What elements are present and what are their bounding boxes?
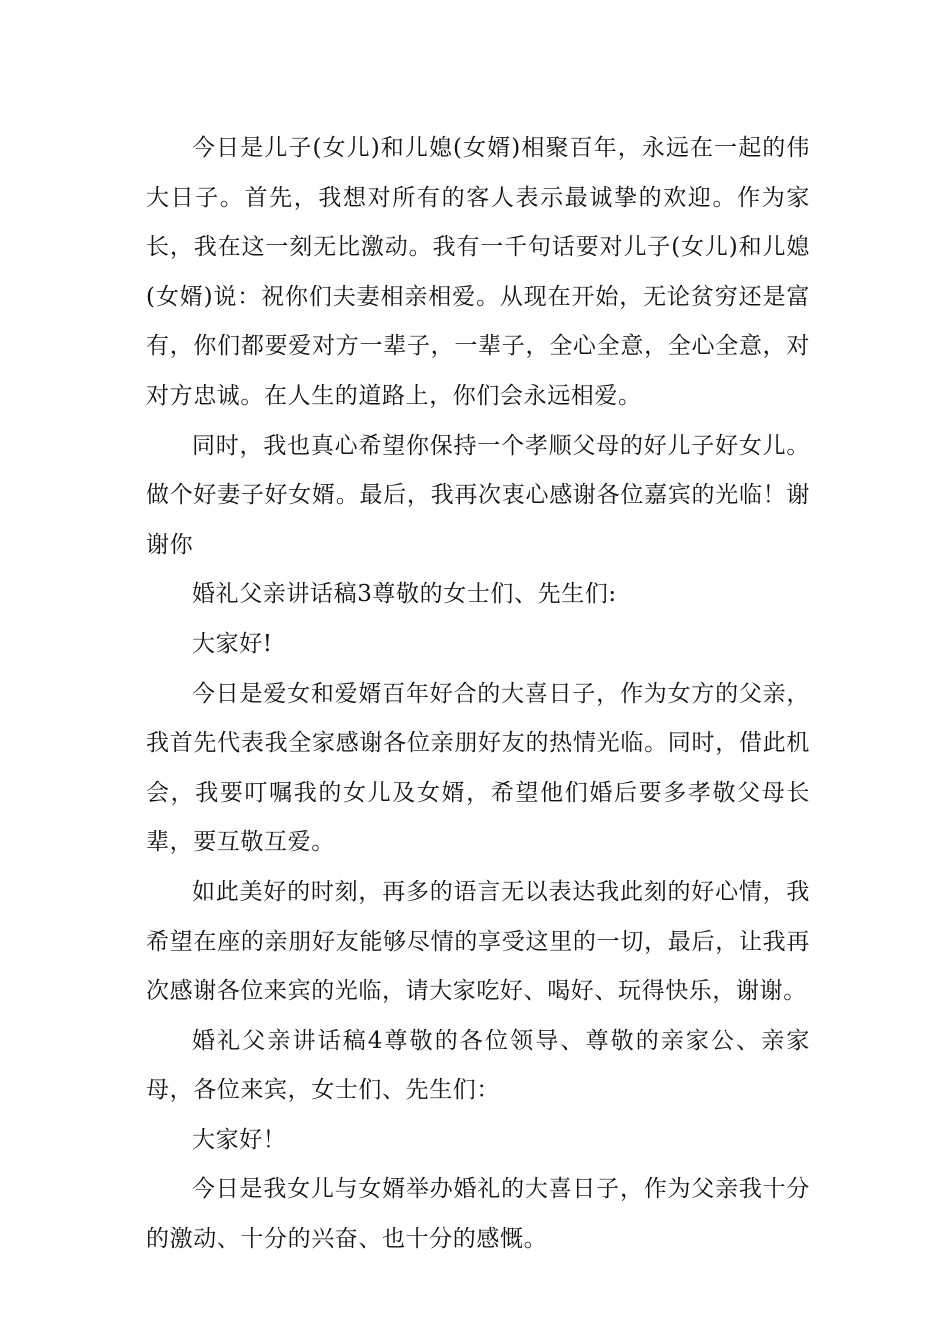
paragraph-1: 今日是儿子(女儿)和儿媳(女婿)相聚百年，永远在一起的伟大日子。首先，我想对所有的客人表示最诚挚的欢迎。作为家长，我在这一刻无比激动。我有一千句话要对儿子(女儿)和儿媳(女婿)说：祝你们夫妻相亲相爱。从现在开始，无论贫穷还是富有，你们都要爱对方一辈子，一辈子，全心全意，全心全意，对对方忠诚。在人生的道路上，你们会永远相爱。 xyxy=(146,135,810,409)
paragraph-5: 今日是爱女和爱婿百年好合的大喜日子，作为女方的父亲，我首先代表我全家感谢各位亲朋好友的热情光临。同时，借此机会，我要叮嘱我的女儿及女婿，希望他们婚后要多孝敬父母长辈，要互敬互爱。 xyxy=(146,680,810,856)
paragraph-7: 婚礼父亲讲话稿4尊敬的各位领导、尊敬的亲家公、亲家母，各位来宾，女士们、先生们： xyxy=(146,1027,810,1104)
document-page xyxy=(146,124,810,1265)
paragraph-9: 今日是我女儿与女婿举办婚礼的大喜日子，作为父亲我十分的激动、十分的兴奋、也十分的感慨。 xyxy=(146,1176,810,1253)
paragraph-4: 大家好! xyxy=(192,630,273,657)
paragraph-6: 如此美好的时刻，再多的语言无以表达我此刻的好心情，我希望在座的亲朋好友能够尽情的享受这里的一切，最后，让我再次感谢各位来宾的光临，请大家吃好、喝好、玩得快乐，谢谢。 xyxy=(146,878,810,1005)
paragraph-8: 大家好！ xyxy=(192,1126,287,1153)
paragraph-3: 婚礼父亲讲话稿3尊敬的女士们、先生们: xyxy=(192,581,617,608)
paragraph-2: 同时，我也真心希望你保持一个孝顺父母的好儿子好女儿。做个好妻子好女婿。最后，我再次衷心感谢各位嘉宾的光临！谢谢你 xyxy=(146,432,810,558)
